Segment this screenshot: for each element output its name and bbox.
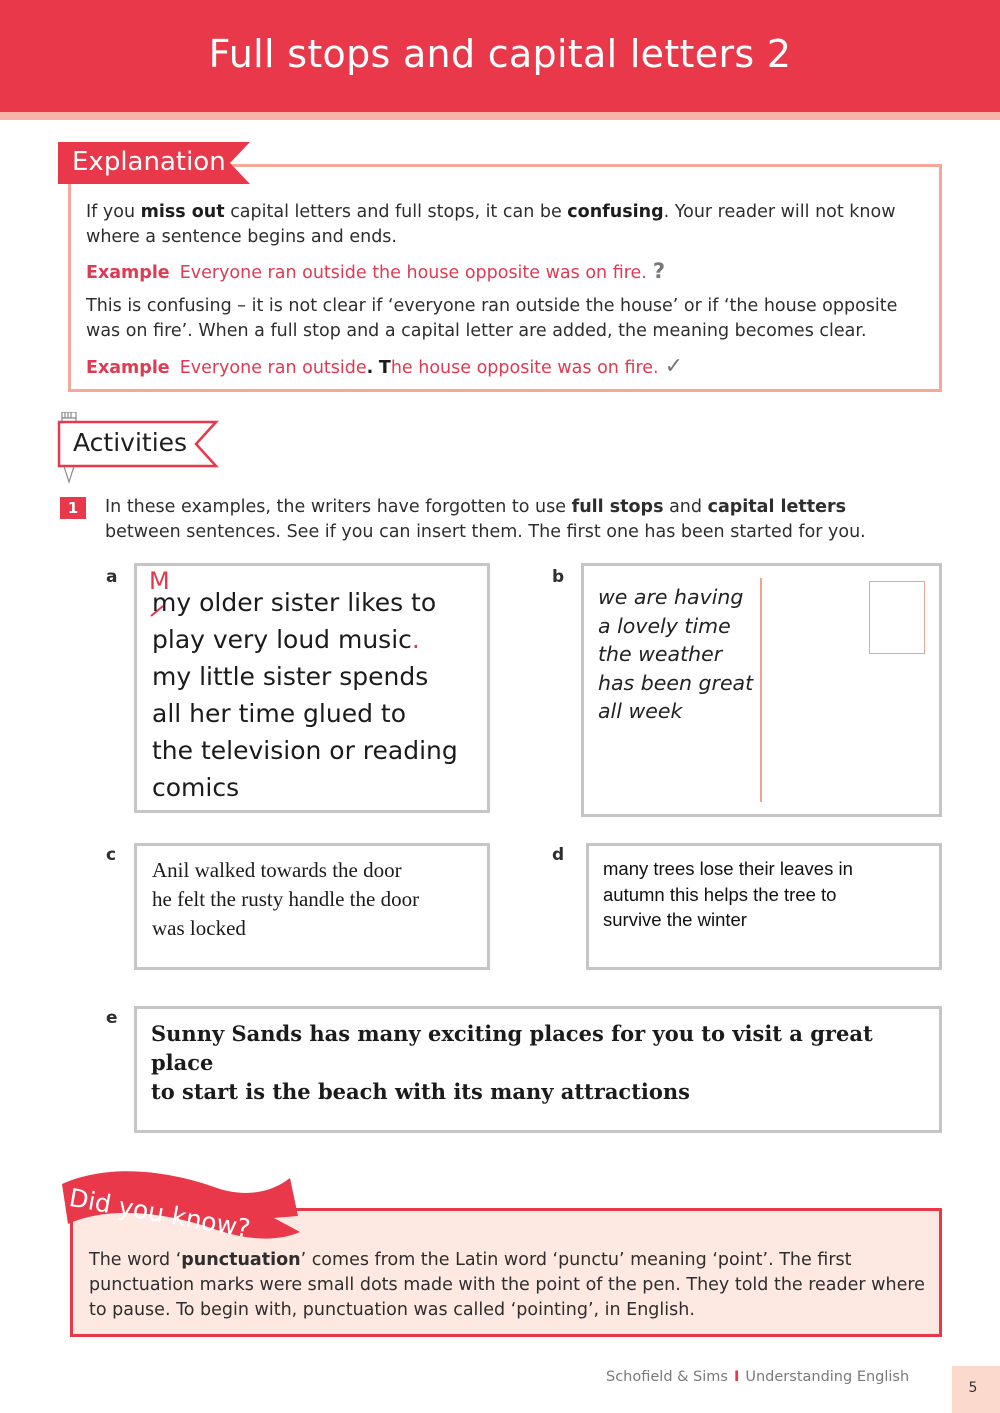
- did-you-know-heading: Did you know?: [66, 1183, 253, 1244]
- item-d-text: [603, 856, 933, 933]
- postcard-divider: [760, 578, 762, 802]
- dyk-text-1: The word ‘: [89, 1250, 182, 1270]
- instruction-bold-1: full stops: [571, 497, 664, 517]
- item-d-label: d: [552, 845, 565, 865]
- activities-heading: Activities: [73, 428, 188, 457]
- para1-text-2: capital letters and full stops, it can be: [224, 202, 568, 222]
- item-d-line: many trees lose their leaves in: [603, 858, 853, 879]
- item-c-line: was locked: [152, 916, 246, 940]
- example-2-text-after: he house opposite was on fire.: [390, 358, 659, 378]
- item-c-line: he felt the rusty handle the door: [152, 887, 420, 911]
- postcard-stamp-box: [869, 581, 925, 654]
- item-e-text: [151, 1019, 936, 1106]
- footer-credit: [606, 1369, 909, 1385]
- explanation-paragraph-1: [86, 200, 936, 250]
- item-c-line: Anil walked towards the door: [152, 858, 402, 882]
- item-a-label: a: [106, 567, 118, 587]
- item-a-line-text: play very loud music: [152, 625, 412, 654]
- dyk-bold-1: punctuation: [181, 1250, 301, 1270]
- item-a-line: all her time glued to: [152, 699, 406, 728]
- item-a-inserted-full-stop: .: [411, 625, 420, 654]
- activity-instruction: [105, 495, 925, 545]
- dyk-text-2: ’ comes from the Latin word ‘punctu’ meaning ‘point’. The first punctuation marks were small dots made with the point of the pen. They told the reader where to pause. To begin with, punctuation was called ‘pointing’, in English.: [89, 1250, 925, 1320]
- example-2-label: Example: [86, 358, 170, 378]
- explanation-paragraph-2: This is confusing – it is not clear if ‘everyone ran outside the house’ or if ‘the house opposite was on fire’. When a full stop and a capital letter are added, the meaning becomes clear.: [86, 296, 898, 341]
- example-2: [86, 354, 936, 379]
- item-a-line: my older sister likes to: [152, 588, 437, 617]
- item-c-text: [152, 856, 482, 943]
- item-e-label: e: [106, 1008, 118, 1028]
- example-2-capital: T: [378, 358, 391, 378]
- instruction-text-2: and: [663, 497, 708, 517]
- item-a-line: the television or reading: [152, 736, 458, 765]
- example-1: [86, 259, 936, 283]
- item-e-line: Sunny Sands has many exciting places for you to visit a great place: [151, 1021, 873, 1075]
- instruction-text-3: between sentences. See if you can insert them. The first one has been started for you.: [105, 522, 866, 542]
- item-a-line: [152, 621, 487, 658]
- item-a-line: comics: [152, 773, 240, 802]
- para1-text-3: . Your reader will not know where a sentence begins and ends.: [86, 202, 896, 247]
- item-b-line: we are having: [598, 585, 744, 609]
- item-b-line: all week: [598, 699, 683, 723]
- explanation-heading: Explanation: [72, 147, 226, 177]
- item-a-text: [152, 584, 487, 806]
- footer-separator: I: [733, 1369, 740, 1385]
- item-b-line: has been great: [598, 670, 754, 695]
- explanation-tab: [58, 142, 250, 184]
- tick-icon: ✓: [664, 354, 684, 379]
- item-b-line: the weather: [598, 642, 723, 666]
- did-you-know-text: [89, 1248, 929, 1323]
- example-2-text-before: Everyone ran outside: [179, 358, 367, 378]
- item-a-line: my little sister spends: [152, 662, 429, 691]
- item-d-line: autumn this helps the tree to: [603, 883, 837, 905]
- example-2-full-stop: .: [366, 358, 374, 378]
- footer-publisher: Schofield & Sims: [606, 1369, 728, 1385]
- question-mark-icon: ?: [652, 259, 666, 283]
- para1-bold-2: confusing: [567, 202, 664, 222]
- example-1-text: Everyone ran outside the house opposite was on fire.: [179, 263, 647, 283]
- item-a-correction-capital: M: [149, 567, 170, 595]
- instruction-bold-2: capital letters: [707, 497, 847, 517]
- item-e-line: to start is the beach with its many attractions: [151, 1079, 690, 1104]
- page-number: 5: [968, 1380, 978, 1396]
- question-number-badge: 1: [60, 497, 86, 519]
- page-title: Full stops and capital letters 2: [208, 32, 792, 76]
- activities-tab: [56, 412, 224, 484]
- footer-series: Understanding English: [745, 1369, 910, 1385]
- para1-bold-1: miss out: [140, 202, 225, 222]
- item-c-label: c: [106, 845, 117, 865]
- para1-text-1: If you: [86, 202, 141, 222]
- instruction-text-1: In these examples, the writers have forgotten to use: [105, 497, 572, 517]
- item-b-text: [598, 583, 758, 726]
- item-b-line: a lovely time: [598, 613, 731, 638]
- item-d-line: survive the winter: [603, 909, 747, 930]
- item-b-label: b: [552, 567, 565, 587]
- example-1-label: Example: [86, 263, 170, 283]
- title-banner-stripe: [0, 112, 1000, 120]
